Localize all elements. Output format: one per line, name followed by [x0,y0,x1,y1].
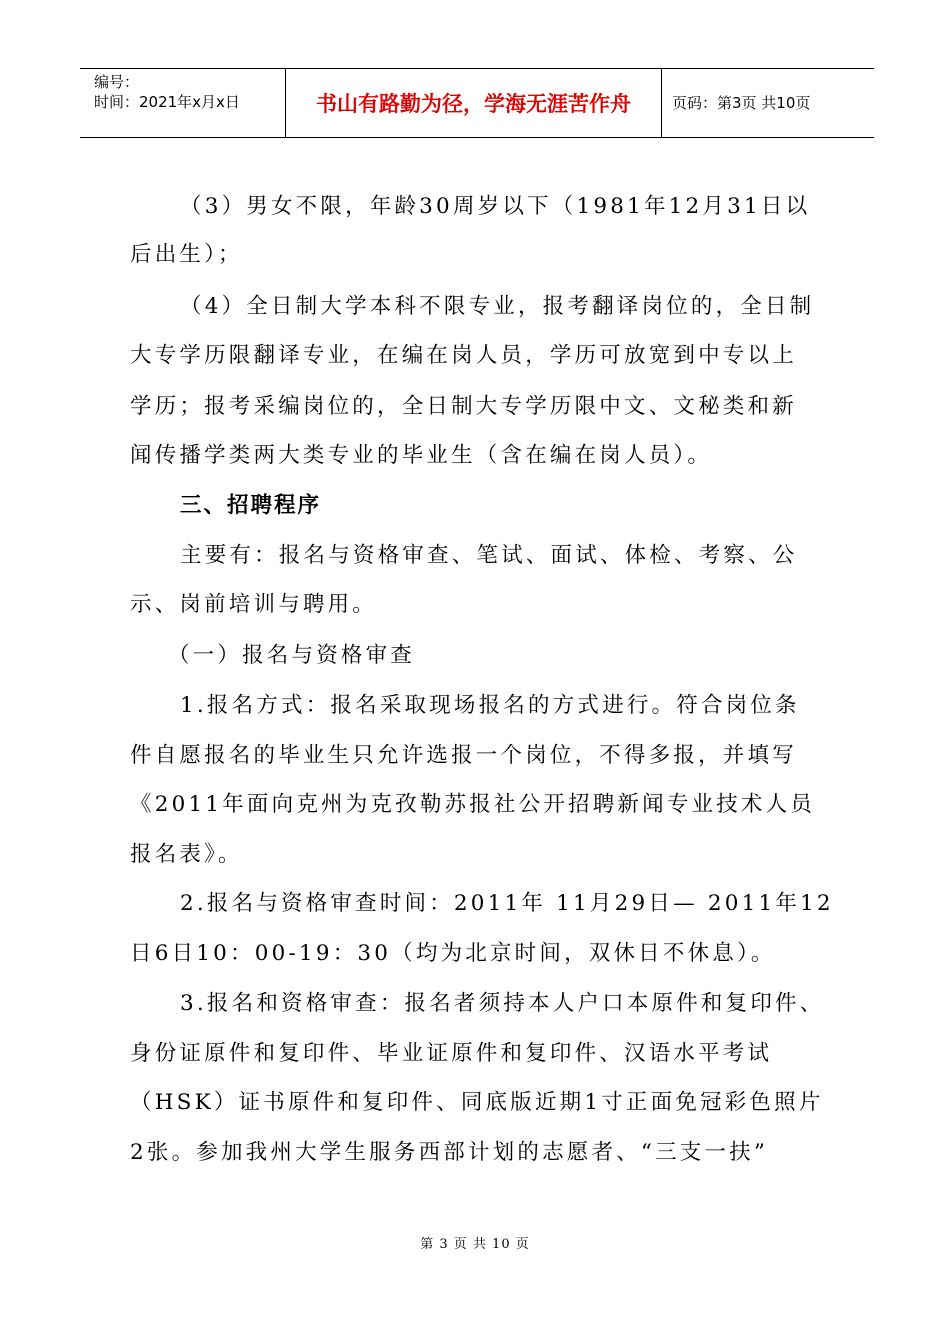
body-line: 3.报名和资格审查：报名者须持本人户口本原件和复印件、 [180,991,825,1016]
body-line: 主要有：报名与资格审查、笔试、面试、体检、考察、公 [180,543,798,568]
subsection-heading: （一）报名与资格审查 [168,643,416,668]
body-line: 日6日10：00-19：30（均为北京时间，双休日不休息）。 [130,941,776,966]
body-line: （3）男女不限，年龄30周岁以下（1981年12月31日以 [180,194,811,219]
body-line: 示、岗前培训与聘用。 [130,592,378,617]
section-heading: 三、招聘程序 [180,493,322,518]
body-line: 后出生）； [130,242,243,267]
page-footer: 第 3 页 共 10 页 [420,1237,530,1252]
document-header [80,68,874,138]
header-page-cell [662,69,874,137]
header-motto: 书山有路勤为径，学海无涯苦作舟 [316,92,631,116]
body-line: 身份证原件和复印件、毕业证原件和复印件、汉语水平考试 [130,1041,773,1066]
body-line: （HSK）证书原件和复印件、同底版近期1寸正面免冠彩色照片 [130,1090,824,1115]
body-line: 大专学历限翻译专业，在编在岗人员，学历可放宽到中专以上 [130,343,797,368]
body-line: 2张。参加我州大学生服务西部计划的志愿者、“三支一扶” [130,1140,769,1165]
header-page-info: 页码：第3页 共10页 [672,94,811,112]
body-line: 1.报名方式：报名采取现场报名的方式进行。符合岗位条 [180,693,800,718]
header-motto-cell [285,69,662,137]
body-line: 2.报名与资格审查时间：2011年 11月29日— 2011年12 [180,891,834,916]
body-line: 闻传播学类两大类专业的毕业生（含在编在岗人员）。 [130,443,713,468]
document-time: 时间：2021年x月x日 [94,93,240,111]
body-line: 件自愿报名的毕业生只允许选报一个岗位，不得多报，并填写 [130,743,797,768]
document-number: 编号： [94,73,140,91]
body-line: 报名表》。 [130,842,243,867]
body-line: （4）全日制大学本科不限专业，报考翻译岗位的，全日制 [180,294,815,319]
body-line: 《2011年面向克州为克孜勒苏报社公开招聘新闻专业技术人员 [130,792,816,817]
header-meta-cell [80,69,285,137]
body-line: 学历；报考采编岗位的，全日制大专学历限中文、文秘类和新 [130,394,797,419]
